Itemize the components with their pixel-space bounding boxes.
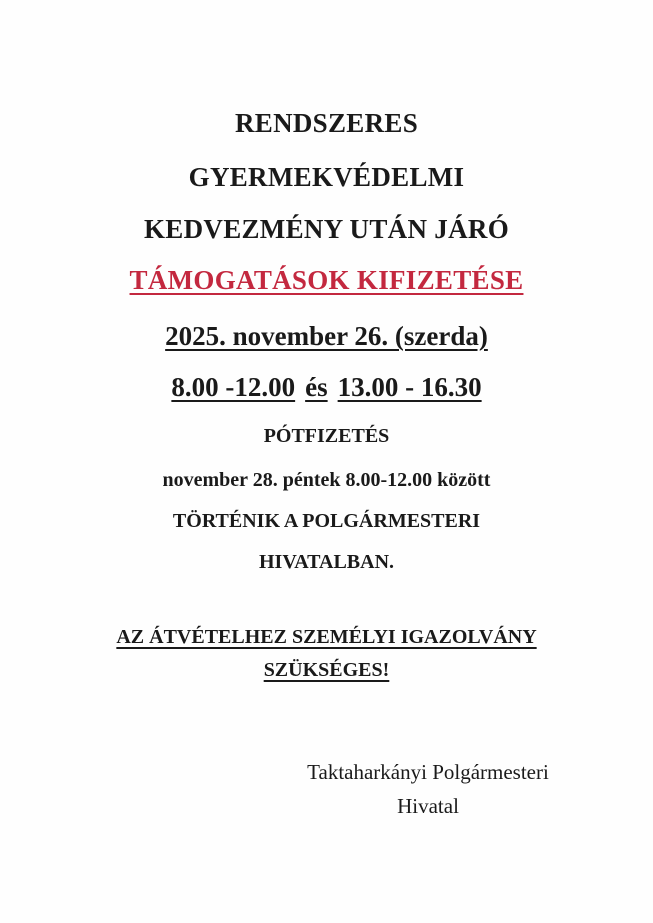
payment-hours-text	[171, 372, 481, 402]
heading-line-4	[0, 265, 653, 296]
notice-line-1-text: AZ ÁTVÉTELHEZ SZEMÉLYI IGAZOLVÁNY	[116, 626, 537, 648]
notice-line-2-text: SZÜKSÉGES!	[263, 659, 390, 681]
supplementary-where-2: HIVATALBAN.	[258, 551, 395, 573]
heading-line-1: RENDSZERES	[234, 108, 419, 138]
supplementary-when: november 28. péntek 8.00-12.00 között	[162, 469, 491, 491]
heading-highlight: TÁMOGATÁSOK KIFIZETÉSE	[129, 265, 524, 295]
supplementary-where-1: TÖRTÉNIK A POLGÁRMESTERI	[172, 510, 481, 532]
hours-afternoon: 13.00 - 16.30	[337, 372, 482, 402]
heading-line-2: GYERMEKVÉDELMI	[188, 162, 465, 192]
notice-line-1	[0, 626, 653, 649]
hours-morning: 8.00 -12.00	[171, 372, 296, 402]
signature-line-1: Taktaharkányi Polgármesteri	[307, 760, 549, 784]
supplementary-label: PÓTFIZETÉS	[263, 425, 390, 447]
signature-line-2: Hivatal	[397, 794, 459, 818]
payment-date-text: 2025. november 26. (szerda)	[165, 321, 488, 351]
payment-date	[0, 321, 653, 352]
notice-line-2	[0, 659, 653, 682]
payment-hours	[0, 372, 653, 403]
heading-line-3: KEDVEZMÉNY UTÁN JÁRÓ	[143, 214, 509, 244]
hours-joiner: és	[305, 372, 328, 402]
